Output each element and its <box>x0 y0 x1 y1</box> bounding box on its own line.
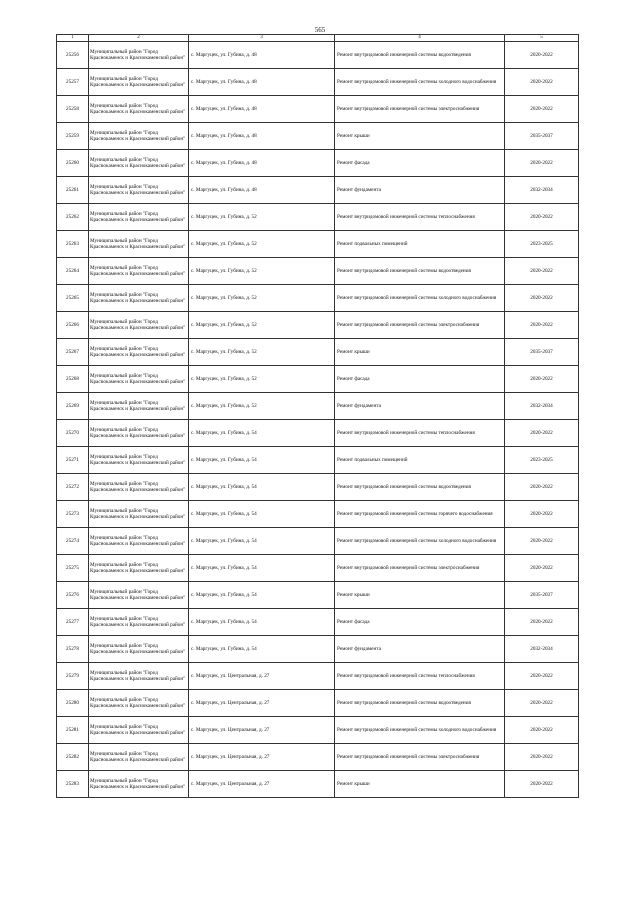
work-type-cell: Ремонт внутридомовой инженерной системы электроснабжения <box>335 555 505 582</box>
period-cell: 2020-2022 <box>505 204 579 231</box>
table-row <box>57 690 579 717</box>
work-type-cell: Ремонт крыши <box>335 771 505 798</box>
municipality-cell: Муниципальный район "Город Краснокаменск и Краснокаменский район" <box>89 366 189 393</box>
address-cell: с. Маргуцек, ул. Губина, д. 54 <box>189 501 335 528</box>
table-row <box>57 717 579 744</box>
table-row <box>57 285 579 312</box>
column-header: 4 <box>335 35 505 42</box>
row-number: 25262 <box>57 204 89 231</box>
address-cell: с. Маргуцек, ул. Губина, д. 48 <box>189 150 335 177</box>
municipality-cell: Муниципальный район "Город Краснокаменск и Краснокаменский район" <box>89 582 189 609</box>
period-cell: 2020-2022 <box>505 717 579 744</box>
work-type-cell: Ремонт крыши <box>335 123 505 150</box>
row-number: 25283 <box>57 771 89 798</box>
column-header: 2 <box>89 35 189 42</box>
period-cell: 2035-2037 <box>505 582 579 609</box>
municipality-cell: Муниципальный район "Город Краснокаменск и Краснокаменский район" <box>89 339 189 366</box>
work-type-cell: Ремонт фасада <box>335 609 505 636</box>
work-type-cell: Ремонт подвальных помещений <box>335 447 505 474</box>
work-type-cell: Ремонт подвальных помещений <box>335 231 505 258</box>
address-cell: с. Маргуцек, ул. Губина, д. 54 <box>189 555 335 582</box>
column-header: 3 <box>189 35 335 42</box>
table-row <box>57 744 579 771</box>
work-type-cell: Ремонт крыши <box>335 339 505 366</box>
row-number: 25265 <box>57 285 89 312</box>
address-cell: с. Маргуцек, ул. Центральная, д. 27 <box>189 744 335 771</box>
address-cell: с. Маргуцек, ул. Губина, д. 48 <box>189 42 335 69</box>
row-number: 25278 <box>57 636 89 663</box>
row-number: 25263 <box>57 231 89 258</box>
municipality-cell: Муниципальный район "Город Краснокаменск и Краснокаменский район" <box>89 528 189 555</box>
table-row <box>57 42 579 69</box>
address-cell: с. Маргуцек, ул. Губина, д. 52 <box>189 258 335 285</box>
header-row <box>57 35 579 42</box>
period-cell: 2020-2022 <box>505 771 579 798</box>
row-number: 25268 <box>57 366 89 393</box>
table-row <box>57 393 579 420</box>
table-row <box>57 663 579 690</box>
period-cell: 2020-2022 <box>505 69 579 96</box>
municipality-cell: Муниципальный район "Город Краснокаменск и Краснокаменский район" <box>89 96 189 123</box>
period-cell: 2032-2034 <box>505 636 579 663</box>
work-type-cell: Ремонт внутридомовой инженерной системы теплоснабжения <box>335 204 505 231</box>
row-number: 25280 <box>57 690 89 717</box>
period-cell: 2035-2037 <box>505 123 579 150</box>
work-type-cell: Ремонт внутридомовой инженерной системы электроснабжения <box>335 312 505 339</box>
address-cell: с. Маргуцек, ул. Губина, д. 52 <box>189 393 335 420</box>
period-cell: 2023-2025 <box>505 447 579 474</box>
work-type-cell: Ремонт внутридомовой инженерной системы водоотведения <box>335 690 505 717</box>
period-cell: 2020-2022 <box>505 420 579 447</box>
table-row <box>57 258 579 285</box>
work-type-cell: Ремонт внутридомовой инженерной системы электроснабжения <box>335 744 505 771</box>
municipality-cell: Муниципальный район "Город Краснокаменск и Краснокаменский район" <box>89 690 189 717</box>
period-cell: 2020-2022 <box>505 744 579 771</box>
table-row <box>57 123 579 150</box>
row-number: 25267 <box>57 339 89 366</box>
work-type-cell: Ремонт фундамента <box>335 393 505 420</box>
address-cell: с. Маргуцек, ул. Губина, д. 52 <box>189 312 335 339</box>
period-cell: 2020-2022 <box>505 42 579 69</box>
row-number: 25269 <box>57 393 89 420</box>
municipality-cell: Муниципальный район "Город Краснокаменск и Краснокаменский район" <box>89 123 189 150</box>
municipality-cell: Муниципальный район "Город Краснокаменск и Краснокаменский район" <box>89 474 189 501</box>
municipality-cell: Муниципальный район "Город Краснокаменск и Краснокаменский район" <box>89 177 189 204</box>
row-number: 25261 <box>57 177 89 204</box>
period-cell: 2035-2037 <box>505 339 579 366</box>
table-row <box>57 177 579 204</box>
column-header: 1 <box>57 35 89 42</box>
table-row <box>57 501 579 528</box>
row-number: 25260 <box>57 150 89 177</box>
address-cell: с. Маргуцек, ул. Губина, д. 48 <box>189 96 335 123</box>
row-number: 25258 <box>57 96 89 123</box>
page-number: 565 <box>314 26 326 34</box>
municipality-cell: Муниципальный район "Город Краснокаменск и Краснокаменский район" <box>89 609 189 636</box>
period-cell: 2020-2022 <box>505 474 579 501</box>
row-number: 25274 <box>57 528 89 555</box>
work-type-cell: Ремонт фасада <box>335 366 505 393</box>
row-number: 25281 <box>57 717 89 744</box>
table-row <box>57 96 579 123</box>
period-cell: 2020-2022 <box>505 366 579 393</box>
municipality-cell: Муниципальный район "Город Краснокаменск и Краснокаменский район" <box>89 555 189 582</box>
period-cell: 2020-2022 <box>505 690 579 717</box>
table-row <box>57 609 579 636</box>
row-number: 25279 <box>57 663 89 690</box>
work-type-cell: Ремонт внутридомовой инженерной системы водоотведения <box>335 42 505 69</box>
row-number: 25266 <box>57 312 89 339</box>
address-cell: с. Маргуцек, ул. Губина, д. 52 <box>189 231 335 258</box>
row-number: 25270 <box>57 420 89 447</box>
municipality-cell: Муниципальный район "Город Краснокаменск и Краснокаменский район" <box>89 717 189 744</box>
municipality-cell: Муниципальный район "Город Краснокаменск и Краснокаменский район" <box>89 744 189 771</box>
period-cell: 2020-2022 <box>505 258 579 285</box>
table-row <box>57 69 579 96</box>
work-type-cell: Ремонт фундамента <box>335 177 505 204</box>
address-cell: с. Маргуцек, ул. Губина, д. 52 <box>189 366 335 393</box>
table-row <box>57 420 579 447</box>
work-type-cell: Ремонт внутридомовой инженерной системы водоотведения <box>335 474 505 501</box>
address-cell: с. Маргуцек, ул. Губина, д. 48 <box>189 123 335 150</box>
municipality-cell: Муниципальный район "Город Краснокаменск и Краснокаменский район" <box>89 393 189 420</box>
municipality-cell: Муниципальный район "Город Краснокаменск и Краснокаменский район" <box>89 447 189 474</box>
address-cell: с. Маргуцек, ул. Губина, д. 54 <box>189 474 335 501</box>
period-cell: 2020-2022 <box>505 663 579 690</box>
period-cell: 2023-2025 <box>505 231 579 258</box>
table-row <box>57 150 579 177</box>
period-cell: 2020-2022 <box>505 555 579 582</box>
municipality-cell: Муниципальный район "Город Краснокаменск и Краснокаменский район" <box>89 771 189 798</box>
period-cell: 2032-2034 <box>505 393 579 420</box>
row-number: 25272 <box>57 474 89 501</box>
row-number: 25257 <box>57 69 89 96</box>
row-number: 25264 <box>57 258 89 285</box>
period-cell: 2020-2022 <box>505 312 579 339</box>
row-number: 25275 <box>57 555 89 582</box>
row-number: 25277 <box>57 609 89 636</box>
table-row <box>57 204 579 231</box>
table-row <box>57 582 579 609</box>
address-cell: с. Маргуцек, ул. Центральная, д. 27 <box>189 663 335 690</box>
address-cell: с. Маргуцек, ул. Губина, д. 54 <box>189 582 335 609</box>
address-cell: с. Маргуцек, ул. Губина, д. 54 <box>189 528 335 555</box>
address-cell: с. Маргуцек, ул. Центральная, д. 27 <box>189 771 335 798</box>
municipality-cell: Муниципальный район "Город Краснокаменск и Краснокаменский район" <box>89 285 189 312</box>
table-row <box>57 312 579 339</box>
period-cell: 2032-2034 <box>505 177 579 204</box>
work-type-cell: Ремонт внутридомовой инженерной системы водоотведения <box>335 258 505 285</box>
municipality-cell: Муниципальный район "Город Краснокаменск и Краснокаменский район" <box>89 420 189 447</box>
municipality-cell: Муниципальный район "Город Краснокаменск и Краснокаменский район" <box>89 150 189 177</box>
address-cell: с. Маргуцек, ул. Центральная, д. 27 <box>189 690 335 717</box>
table-row <box>57 447 579 474</box>
work-type-cell: Ремонт внутридомовой инженерной системы холодного водоснабжения <box>335 528 505 555</box>
work-type-cell: Ремонт крыши <box>335 582 505 609</box>
work-type-cell: Ремонт внутридомовой инженерной системы холодного водоснабжения <box>335 285 505 312</box>
period-cell: 2020-2022 <box>505 528 579 555</box>
work-type-cell: Ремонт внутридомовой инженерной системы холодного водоснабжения <box>335 717 505 744</box>
address-cell: с. Маргуцек, ул. Губина, д. 52 <box>189 204 335 231</box>
municipality-cell: Муниципальный район "Город Краснокаменск и Краснокаменский район" <box>89 312 189 339</box>
period-cell: 2020-2022 <box>505 96 579 123</box>
work-type-cell: Ремонт внутридомовой инженерной системы теплоснабжения <box>335 420 505 447</box>
period-cell: 2020-2022 <box>505 609 579 636</box>
column-header: 5 <box>505 35 579 42</box>
repair-schedule-table <box>56 34 579 798</box>
row-number: 25259 <box>57 123 89 150</box>
address-cell: с. Маргуцек, ул. Губина, д. 52 <box>189 339 335 366</box>
table-row <box>57 339 579 366</box>
row-number: 25273 <box>57 501 89 528</box>
municipality-cell: Муниципальный район "Город Краснокаменск и Краснокаменский район" <box>89 42 189 69</box>
address-cell: с. Маргуцек, ул. Губина, д. 54 <box>189 447 335 474</box>
work-type-cell: Ремонт внутридомовой инженерной системы холодного водоснабжения <box>335 69 505 96</box>
address-cell: с. Маргуцек, ул. Губина, д. 52 <box>189 285 335 312</box>
work-type-cell: Ремонт внутридомовой инженерной системы горячего водоснабжения <box>335 501 505 528</box>
work-type-cell: Ремонт фасада <box>335 150 505 177</box>
table-body <box>57 42 579 798</box>
municipality-cell: Муниципальный район "Город Краснокаменск и Краснокаменский район" <box>89 231 189 258</box>
address-cell: с. Маргуцек, ул. Губина, д. 54 <box>189 609 335 636</box>
table-row <box>57 366 579 393</box>
work-type-cell: Ремонт внутридомовой инженерной системы теплоснабжения <box>335 663 505 690</box>
work-type-cell: Ремонт внутридомовой инженерной системы электроснабжения <box>335 96 505 123</box>
municipality-cell: Муниципальный район "Город Краснокаменск и Краснокаменский район" <box>89 69 189 96</box>
table-row <box>57 474 579 501</box>
row-number: 25271 <box>57 447 89 474</box>
municipality-cell: Муниципальный район "Город Краснокаменск и Краснокаменский район" <box>89 258 189 285</box>
address-cell: с. Маргуцек, ул. Губина, д. 48 <box>189 69 335 96</box>
table-row <box>57 636 579 663</box>
address-cell: с. Маргуцек, ул. Губина, д. 54 <box>189 636 335 663</box>
address-cell: с. Маргуцек, ул. Губина, д. 48 <box>189 177 335 204</box>
table-row <box>57 771 579 798</box>
table-row <box>57 231 579 258</box>
period-cell: 2020-2022 <box>505 285 579 312</box>
table-row <box>57 555 579 582</box>
period-cell: 2020-2022 <box>505 501 579 528</box>
municipality-cell: Муниципальный район "Город Краснокаменск и Краснокаменский район" <box>89 636 189 663</box>
address-cell: с. Маргуцек, ул. Губина, д. 54 <box>189 420 335 447</box>
period-cell: 2020-2022 <box>505 150 579 177</box>
table-row <box>57 528 579 555</box>
address-cell: с. Маргуцек, ул. Центральная, д. 27 <box>189 717 335 744</box>
municipality-cell: Муниципальный район "Город Краснокаменск и Краснокаменский район" <box>89 663 189 690</box>
row-number: 25256 <box>57 42 89 69</box>
row-number: 25282 <box>57 744 89 771</box>
municipality-cell: Муниципальный район "Город Краснокаменск и Краснокаменский район" <box>89 204 189 231</box>
work-type-cell: Ремонт фундамента <box>335 636 505 663</box>
row-number: 25276 <box>57 582 89 609</box>
municipality-cell: Муниципальный район "Город Краснокаменск и Краснокаменский район" <box>89 501 189 528</box>
